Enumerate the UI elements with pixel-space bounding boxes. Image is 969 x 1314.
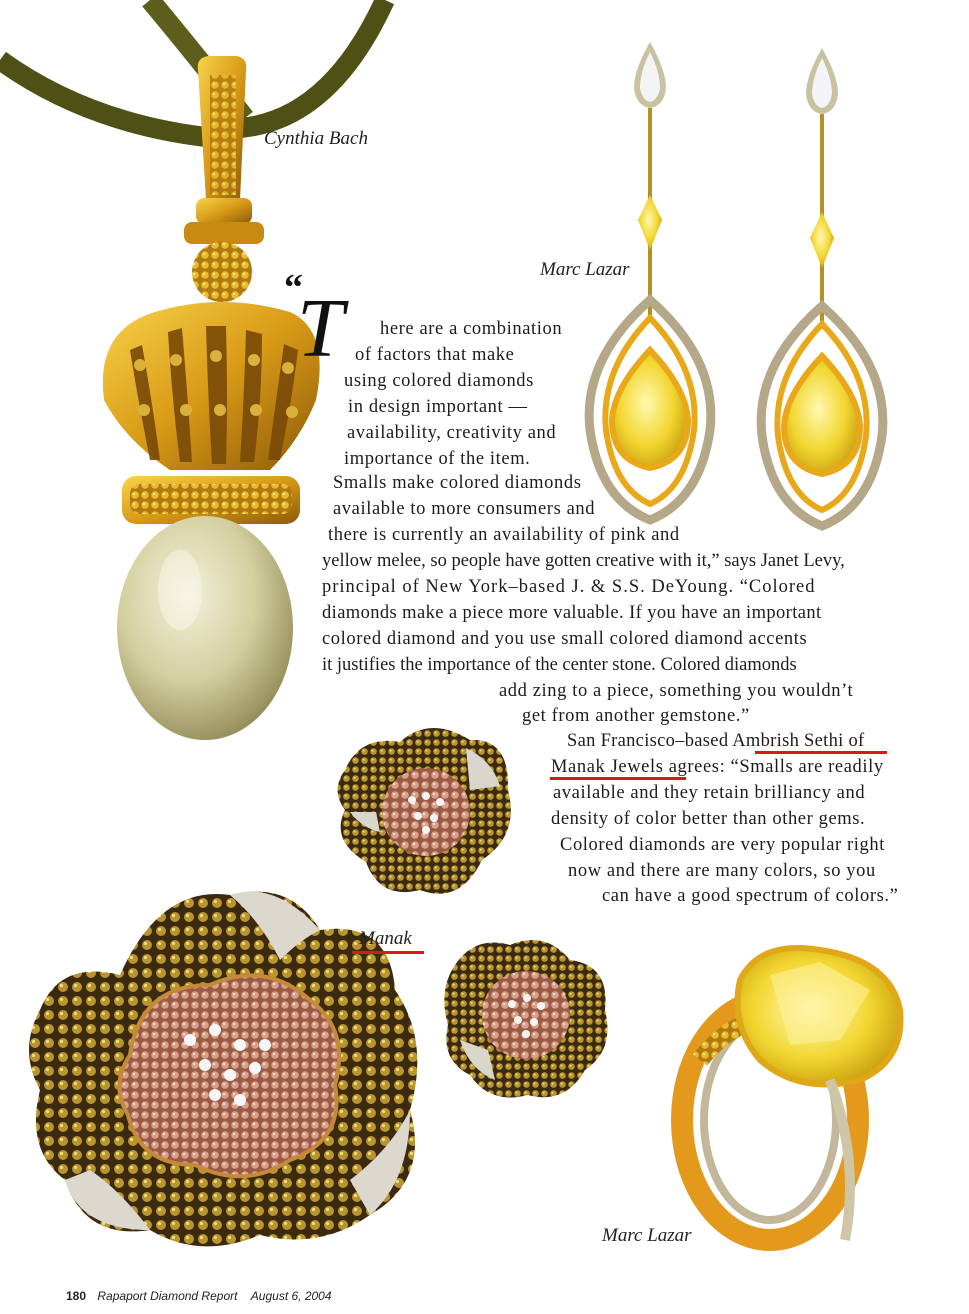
article-line: now and there are many colors, so you [568, 861, 876, 881]
article-line: yellow melee, so people have gotten creative with it,” says Janet Levy, [322, 551, 845, 571]
caption-marc-lazar-earrings: Marc Lazar [540, 259, 630, 280]
article-line: importance of the item. [344, 449, 531, 469]
flower-earring-upper [338, 728, 511, 894]
ribbon-cord [0, 0, 385, 138]
article-line: availability, creativity and [347, 423, 557, 443]
issue-date: August 6, 2004 [250, 1289, 332, 1303]
article-line: available and they retain brilliancy and [553, 783, 866, 803]
open-quote-mark: “ [284, 267, 303, 309]
article-line: can have a good spectrum of colors.” [602, 886, 899, 906]
article-line: of factors that make [355, 345, 515, 365]
article-line: it justifies the importance of the center stone. Colored diamonds [322, 655, 797, 675]
flower-earring-lower [444, 940, 607, 1098]
article-line: colored diamond and you use small colored diamond accents [322, 629, 808, 649]
page-number: 180 [66, 1289, 87, 1303]
article-line: diamonds make a piece more valuable. If you have an important [322, 603, 822, 623]
caption-marc-lazar-ring: Marc Lazar [602, 1225, 692, 1246]
publication-name: Rapaport Diamond Report [97, 1289, 238, 1303]
caption-manak: Manak [359, 928, 412, 949]
underline-manak-jewels [550, 777, 686, 780]
article-line: Manak Jewels agrees: “Smalls are readily [551, 757, 884, 777]
article-line: add zing to a piece, something you wouldn’t [499, 681, 854, 701]
article-line: Smalls make colored diamonds [333, 473, 582, 493]
yellow-diamond-ring [682, 948, 901, 1240]
drop-cap: T [297, 282, 344, 375]
underline-ambrish-sethi [755, 751, 887, 754]
article-line: Colored diamonds are very popular right [560, 835, 885, 855]
article-line: principal of New York–based J. & S.S. DeYoung. “Colored [322, 577, 816, 597]
article-line: density of color better than other gems. [551, 809, 866, 829]
article-line: using colored diamonds [344, 371, 534, 391]
article-line: there is currently an availability of pink and [328, 525, 680, 545]
article-line: here are a combination [380, 319, 563, 339]
yellow-diamond-drop-earrings [589, 42, 883, 526]
article-line: in design important — [348, 397, 528, 417]
crown-pearl-pendant [103, 56, 320, 740]
caption-cynthia-bach: Cynthia Bach [264, 128, 368, 149]
underline-manak-caption [352, 951, 424, 954]
article-line: San Francisco–based Ambrish Sethi of [567, 731, 865, 751]
article-line: get from another gemstone.” [522, 706, 750, 726]
article-line: available to more consumers and [333, 499, 596, 519]
page-footer [66, 1289, 332, 1303]
